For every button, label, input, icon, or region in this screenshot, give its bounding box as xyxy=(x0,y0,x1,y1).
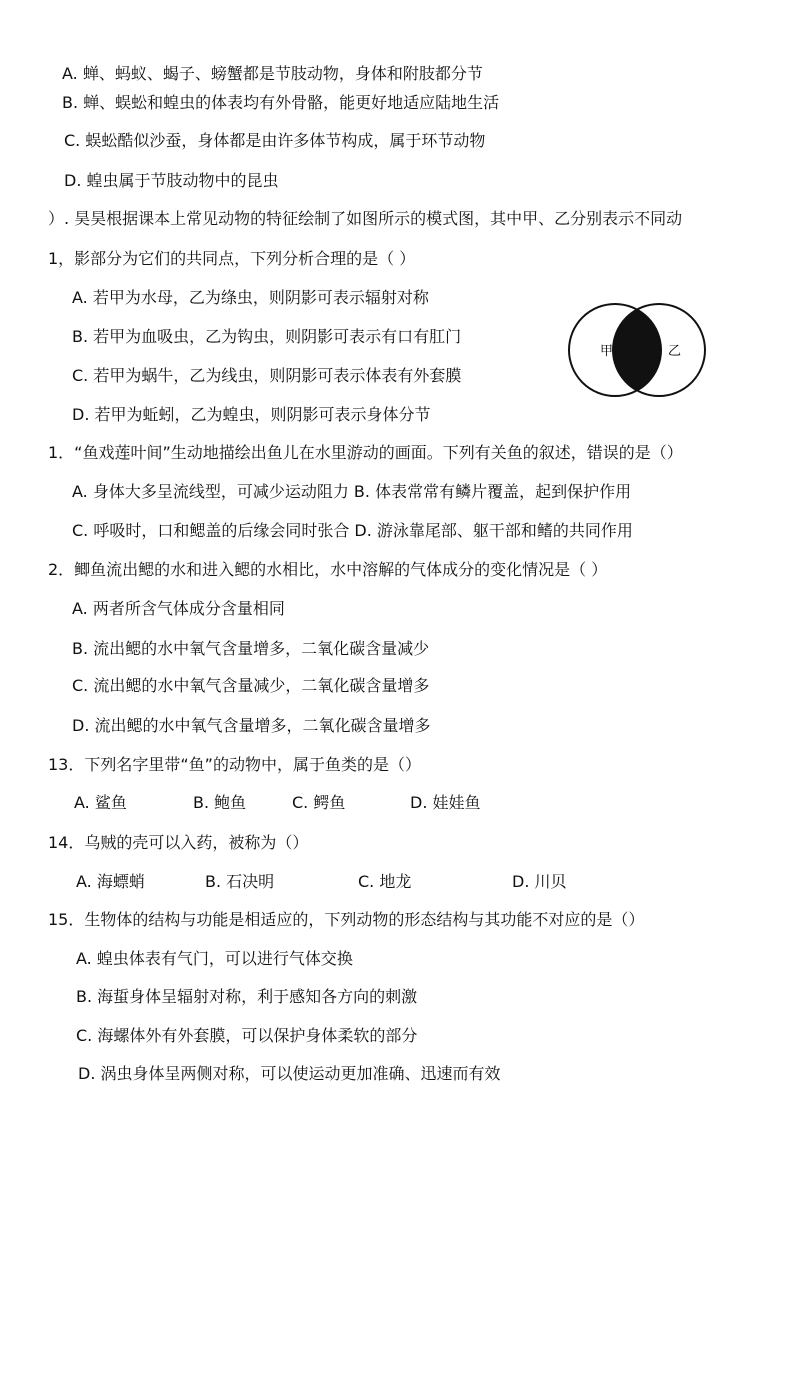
q13-option-b: B. 鲍鱼 xyxy=(193,793,247,812)
q-venn-stem-line1: ）. 昊昊根据课本上常见动物的特征绘制了如图所示的模式图，其中甲、乙分别表示不同动 xyxy=(48,209,683,228)
q-gill-stem: 2．鲫鱼流出鳃的水和进入鳃的水相比，水中溶解的气体成分的变化情况是（ ） xyxy=(48,560,608,579)
q-fish-options-ab: A. 身体大多呈流线型，可减少运动阻力 B. 体表常常有鳞片覆盖，起到保护作用 xyxy=(72,482,632,501)
q-prev-option-a: A. 蝉、蚂蚁、蝎子、螃蟹都是节肢动物，身体和附肢都分节 xyxy=(62,64,483,83)
q13-stem: 13．下列名字里带“鱼”的动物中，属于鱼类的是（） xyxy=(48,755,421,774)
q-prev-option-d: D. 蝗虫属于节肢动物中的昆虫 xyxy=(64,171,279,190)
q-venn-option-c: C. 若甲为蜗牛，乙为线虫，则阴影可表示体表有外套膜 xyxy=(72,366,462,385)
q15-option-c: C. 海螺体外有外套膜，可以保护身体柔软的部分 xyxy=(76,1026,418,1045)
q-gill-option-d: D. 流出鳃的水中氧气含量增多，二氧化碳含量增多 xyxy=(72,716,431,735)
q-fish-stem: 1．“鱼戏莲叶间”生动地描绘出鱼儿在水里游动的画面。下列有关鱼的叙述，错误的是（） xyxy=(48,443,683,462)
q14-option-c: C. 地龙 xyxy=(358,872,412,891)
q15-option-d: D. 涡虫身体呈两侧对称，可以使运动更加准确、迅速而有效 xyxy=(78,1064,501,1083)
q-fish-options-cd: C. 呼吸时，口和鳃盖的后缘会同时张合 D. 游泳靠尾部、躯干部和鳍的共同作用 xyxy=(72,521,633,540)
q-prev-option-c: C. 蜈蚣酷似沙蚕，身体都是由许多体节构成，属于环节动物 xyxy=(64,131,486,150)
q15-option-b: B. 海蜇身体呈辐射对称，利于感知各方向的刺激 xyxy=(76,987,418,1006)
q-venn-option-a: A. 若甲为水母，乙为绦虫，则阴影可表示辐射对称 xyxy=(72,288,429,307)
q-gill-option-a: A. 两者所含气体成分含量相同 xyxy=(72,599,285,618)
q14-options-row xyxy=(0,872,793,892)
q13-options-row xyxy=(0,793,793,813)
q14-option-a: A. 海螵蛸 xyxy=(76,872,145,891)
q14-option-b: B. 石决明 xyxy=(205,872,275,891)
q-gill-option-c: C. 流出鳃的水中氧气含量减少，二氧化碳含量增多 xyxy=(72,676,430,695)
q-venn-option-d: D. 若甲为蚯蚓，乙为蝗虫，则阴影可表示身体分节 xyxy=(72,405,431,424)
q13-option-a: A. 鲨鱼 xyxy=(74,793,127,812)
q-prev-option-b: B. 蝉、蜈蚣和蝗虫的体表均有外骨骼，能更好地适应陆地生活 xyxy=(62,93,500,112)
q14-option-d: D. 川贝 xyxy=(512,872,567,891)
q-venn-stem-line2: 1，影部分为它们的共同点，下列分析合理的是（ ） xyxy=(48,249,416,268)
venn-label-right: 乙 xyxy=(668,344,682,359)
q14-stem: 14．乌贼的壳可以入药，被称为（） xyxy=(48,833,309,852)
q13-option-d: D. 娃娃鱼 xyxy=(410,793,481,812)
q15-stem: 15．生物体的结构与功能是相适应的，下列动物的形态结构与其功能不对应的是（） xyxy=(48,910,645,929)
venn-diagram xyxy=(565,300,710,400)
q-gill-option-b: B. 流出鳃的水中氧气含量增多，二氧化碳含量减少 xyxy=(72,639,430,658)
q15-option-a: A. 蝗虫体表有气门，可以进行气体交换 xyxy=(76,949,353,968)
q13-option-c: C. 鳄鱼 xyxy=(292,793,346,812)
q-venn-option-b: B. 若甲为血吸虫，乙为钩虫，则阴影可表示有口有肛门 xyxy=(72,327,462,346)
venn-label-left: 甲 xyxy=(600,344,614,359)
